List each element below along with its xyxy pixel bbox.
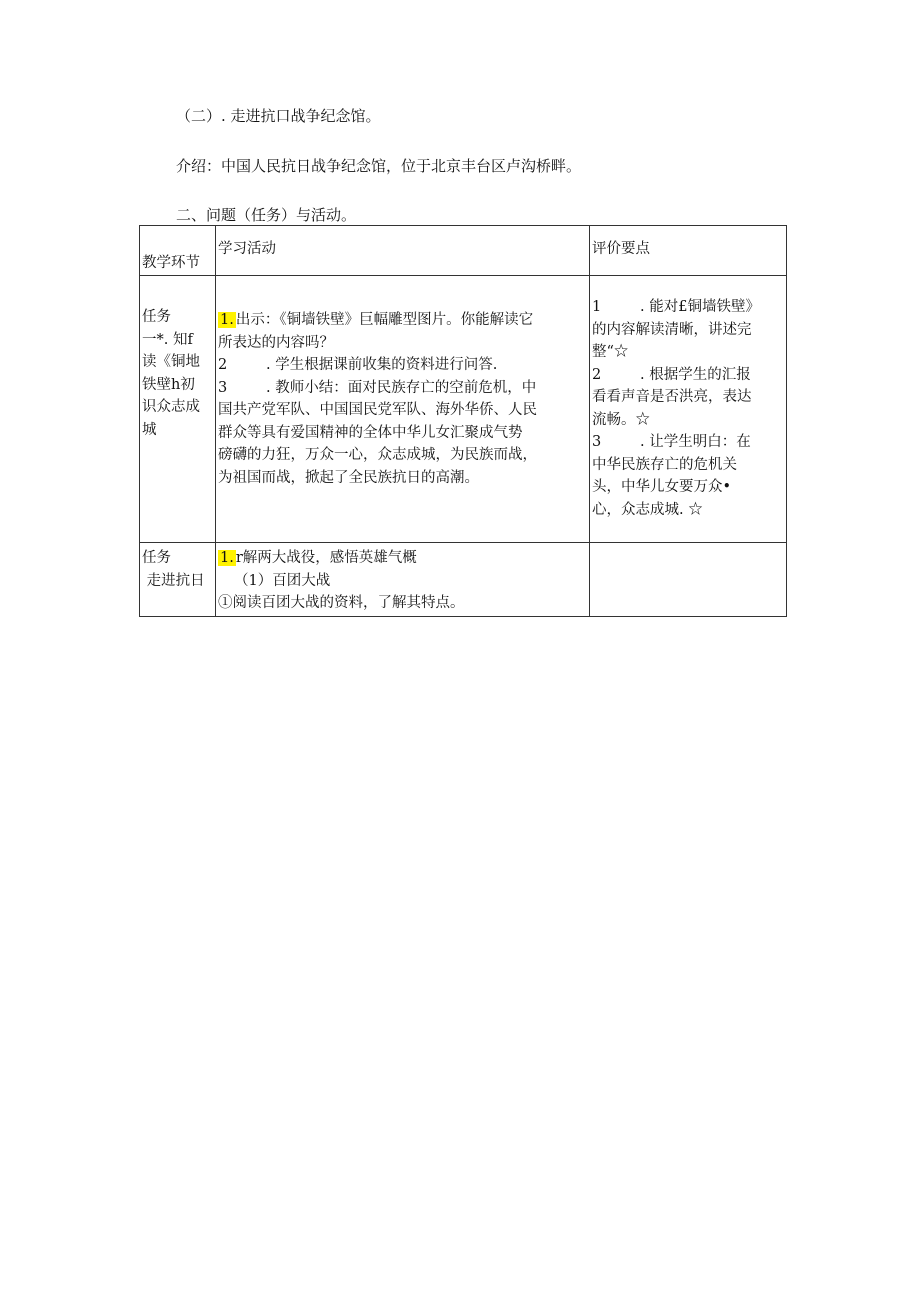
eval-point-1 xyxy=(592,296,784,319)
header-cell-evaluation xyxy=(590,226,787,276)
item-number: 2 xyxy=(592,366,602,383)
task1-stage-cell xyxy=(140,276,216,543)
eval-point-3 xyxy=(592,431,784,454)
task2-activity-cell xyxy=(216,543,590,617)
eval-point-2 xyxy=(592,364,784,387)
highlight-marker: 1. xyxy=(220,550,234,566)
task1-activity-item1 xyxy=(218,309,587,332)
eval-line: 中华民族存亡的危机关 xyxy=(592,456,737,473)
header-evaluation-label: 评价要点 xyxy=(592,241,650,257)
task1-activity-item3 xyxy=(218,377,587,400)
item-number: 3 xyxy=(218,379,228,396)
questions-heading: 二、问题（任务）与活动。 xyxy=(176,206,357,224)
task1-activity-line: 所表达的内容吗？ xyxy=(218,334,334,351)
table-row xyxy=(140,543,787,617)
header-activity-label: 学习活动 xyxy=(218,241,276,257)
task2-stage-cell xyxy=(140,543,216,617)
eval-text: . 根据学生的汇报 xyxy=(640,366,751,383)
item-number: 3 xyxy=(592,434,602,450)
task1-activity-text: . 学生根据课前收集的资料进行问答. xyxy=(266,357,498,373)
task1-activity-line: 群众等具有爱国精神的全体中华儿女汇聚成气势 xyxy=(218,424,523,441)
task1-stage-line: 铁壁h初 xyxy=(142,376,195,393)
section-heading: （二）. 走进抗口战争纪念馆。 xyxy=(176,107,381,125)
task2-activity-item1 xyxy=(218,547,587,570)
task1-activity-line: 为祖国而战，掀起了全民族抗日的高潮。 xyxy=(218,469,479,486)
task1-stage-line: 识众志成 xyxy=(142,399,200,415)
task1-activity-text: . 教师小结：面对民族存亡的空前危机，中 xyxy=(266,379,537,396)
eval-line: 看看声音是否洪亮，表达 xyxy=(592,389,752,405)
eval-line: 头，中华儿女要万众• xyxy=(592,479,732,495)
eval-line: 流畅。☆ xyxy=(592,411,650,428)
task2-evaluation-cell xyxy=(590,543,787,617)
task1-activity-line: 国共产党军队、中国国民党军队、海外华侨、人民 xyxy=(218,402,537,418)
task1-stage-line: 城 xyxy=(142,421,157,438)
task2-activity-text: r解两大战役，感悟英雄气概 xyxy=(235,550,417,566)
header-cell-activity xyxy=(216,226,590,276)
eval-line: 心，众志成城. ☆ xyxy=(592,501,703,518)
table-row xyxy=(140,276,787,543)
task1-evaluation-cell xyxy=(590,276,787,543)
task1-stage-line: 读《铜地 xyxy=(142,354,200,370)
item-number: 1 xyxy=(592,299,602,315)
item-number: 2 xyxy=(218,357,228,373)
task1-stage-line: 一*. 知f xyxy=(142,331,193,348)
task1-stage-line: 任务 xyxy=(142,309,171,325)
header-stage-label: 教学环节 xyxy=(142,255,200,271)
eval-text: . 能对£铜墙铁壁》 xyxy=(640,299,760,315)
task2-stage-line: 任务 xyxy=(142,550,171,566)
eval-line: 的内容解读清晰，讲述完 xyxy=(592,321,752,338)
lesson-plan-table xyxy=(139,225,787,617)
task1-activity-item2 xyxy=(218,354,587,377)
intro-paragraph: 介绍：中国人民抗日战争纪念馆，位于北京丰台区卢沟桥畔。 xyxy=(176,157,582,175)
header-cell-stage xyxy=(140,226,216,276)
task1-activity-line: 磅礴的力狂，万众一心，众志成城，为民族而战， xyxy=(218,447,537,463)
task2-stage-line: 走进抗日 xyxy=(142,572,205,589)
eval-text: . 让学生明白：在 xyxy=(640,434,751,450)
task2-sub-item: ①阅读百团大战的资料，了解其特点。 xyxy=(218,595,465,611)
task1-activity-text: 出示：《铜墙铁壁》巨幅雕型图片。你能解读它 xyxy=(235,312,534,328)
table-header-row xyxy=(140,226,787,276)
eval-line: 整“☆ xyxy=(592,344,629,360)
task2-sub-heading: （1）百团大战 xyxy=(234,572,331,589)
task1-activity-cell xyxy=(216,276,590,543)
highlight-marker: 1. xyxy=(220,312,234,328)
